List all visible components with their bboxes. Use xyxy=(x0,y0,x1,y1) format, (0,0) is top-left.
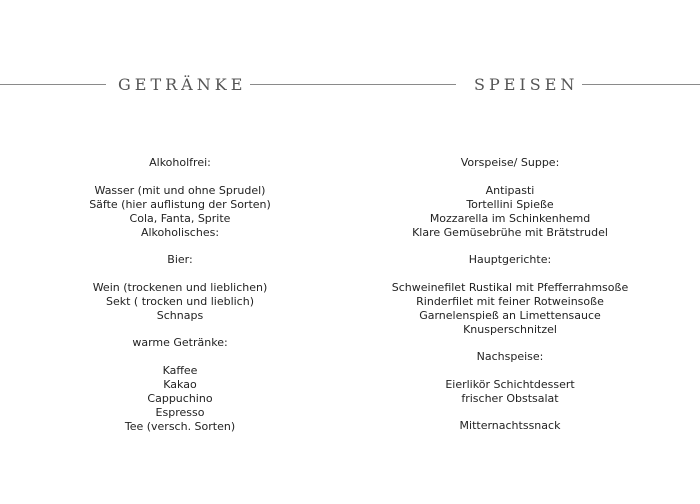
drink-item: Schnaps xyxy=(156,308,204,322)
header-divider-right xyxy=(582,84,700,85)
food-item: Antipasti xyxy=(485,183,535,197)
midnight-snack: Mitternachtssnack xyxy=(459,419,561,432)
food-item: Knusperschnitzel xyxy=(463,322,557,336)
food-item: Garnelenspieß an Limettensauce xyxy=(419,308,601,322)
dessert-heading: Nachspeise: xyxy=(476,350,544,363)
food-column xyxy=(360,156,660,433)
food-title: SPEISEN xyxy=(474,75,579,94)
food-item: Schweinefilet Rustikal mit Pfefferrahmsoße xyxy=(391,280,629,294)
food-item: Tortellini Spieße xyxy=(466,197,554,211)
food-item: Eierlikör Schichtdessert xyxy=(445,377,575,391)
drinks-title: GETRÄNKE xyxy=(118,75,247,94)
header-divider-left xyxy=(0,84,106,85)
drink-item: Säfte (hier auflistung der Sorten) xyxy=(89,197,271,211)
food-item: Mozzarella im Schinkenhemd xyxy=(429,211,591,225)
drink-item: Kakao xyxy=(163,377,197,391)
food-item: frischer Obstsalat xyxy=(461,391,559,405)
bier-heading: Bier: xyxy=(167,253,193,266)
menu-header xyxy=(0,72,700,98)
drinks-column xyxy=(30,156,330,434)
food-item: Klare Gemüsebrühe mit Brätstrudel xyxy=(412,225,608,239)
drink-item: Wein (trockenen und lieblichen) xyxy=(92,280,268,294)
alkoholisches-heading: Alkoholisches: xyxy=(140,225,220,239)
drink-item: Espresso xyxy=(155,405,205,419)
drink-item: Cola, Fanta, Sprite xyxy=(129,211,231,225)
food-item: Rinderfilet mit feiner Rotweinsoße xyxy=(416,294,604,308)
starter-heading: Vorspeise/ Suppe: xyxy=(460,156,560,169)
drink-item: Kaffee xyxy=(162,363,198,377)
alkoholfrei-heading: Alkoholfrei: xyxy=(149,156,211,169)
drink-item: Tee (versch. Sorten) xyxy=(124,419,236,433)
drink-item: Wasser (mit und ohne Sprudel) xyxy=(94,183,266,197)
main-course-heading: Hauptgerichte: xyxy=(468,253,552,266)
drink-item: Cappuchino xyxy=(147,391,213,405)
drink-item: Sekt ( trocken und lieblich) xyxy=(105,294,254,308)
warm-drinks-heading: warme Getränke: xyxy=(132,336,228,349)
header-divider-middle xyxy=(250,84,456,85)
